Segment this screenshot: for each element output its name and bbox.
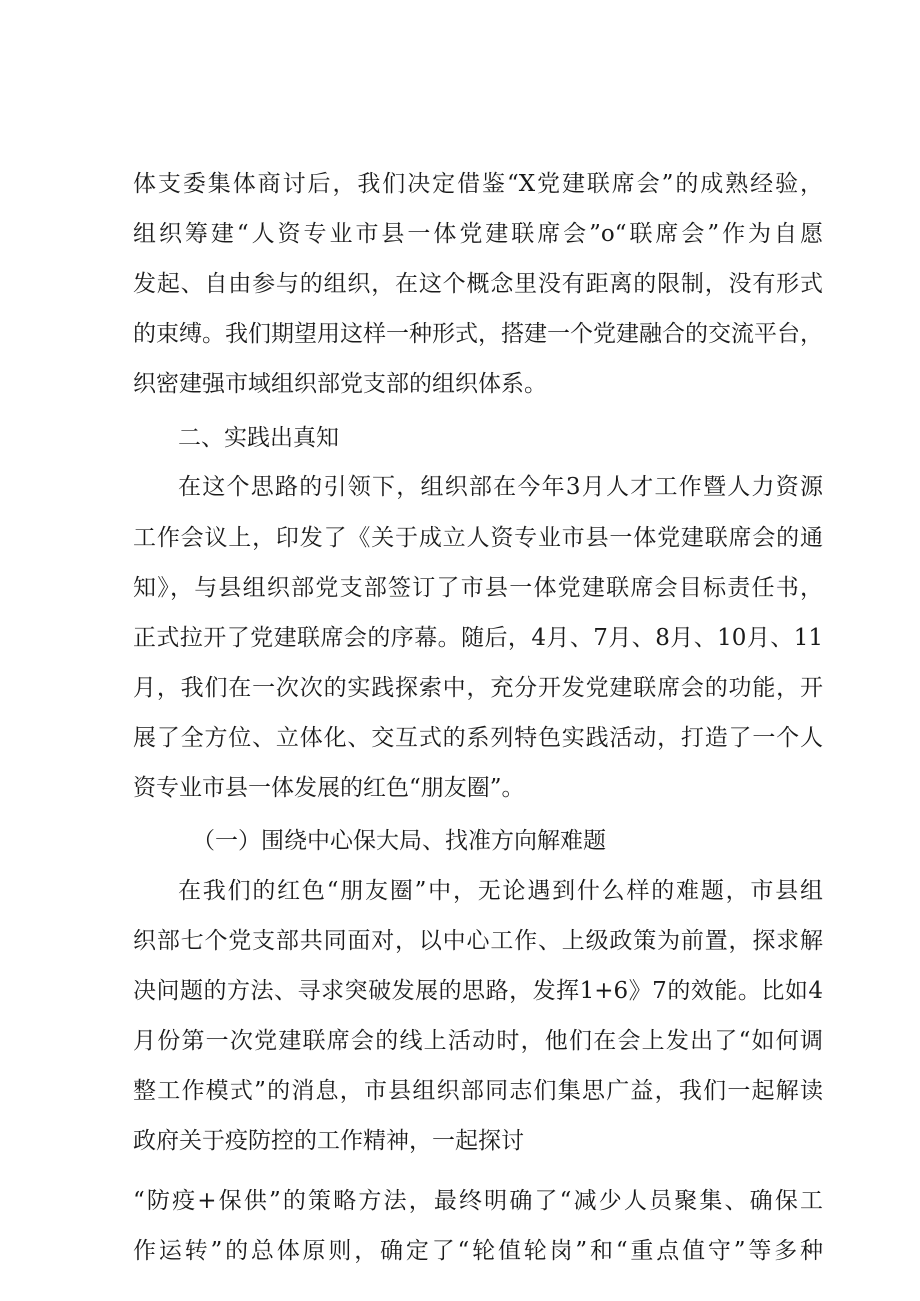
paragraph-2-line-6: 展了全方位、立体化、交互式的系列特色实践活动，打造了一个人	[133, 725, 823, 751]
paragraph-2-line-7: 资专业市县一体发展的红色“朋友圈”。	[133, 775, 525, 801]
paragraph-2-line-3: 知》，与县组织部党支部签订了市县一体党建联席会目标责任书，	[133, 575, 823, 601]
section-2-heading: 二、实践出真知	[178, 425, 339, 451]
paragraph-3-line-4: 月份第一次党建联席会的线上活动时，他们在会上发出了“如何调	[133, 1028, 823, 1054]
paragraph-3-line-2: 织部七个党支部共同面对，以中心工作、上级政策为前置，探求解	[133, 928, 823, 954]
paragraph-2-line-4: 正式拉开了党建联席会的序幕。随后，4月、7月、8月、10月、11	[133, 625, 823, 651]
paragraph-1-line-2: 组织筹建“人资专业市县一体党建联席会”o“联席会”作为自愿	[133, 221, 823, 247]
paragraph-2-line-1: 在这个思路的引领下，组织部在今年3月人才工作暨人力资源	[178, 474, 823, 500]
paragraph-3-line-5: 整工作模式”的消息，市县组织部同志们集思广益，我们一起解读	[133, 1078, 823, 1104]
paragraph-4-line-2: 作运转”的总体原则，确定了“轮值轮岗”和“重点值守”等多种	[133, 1238, 823, 1264]
paragraph-1-line-3: 发起、自由参与的组织，在这个概念里没有距离的限制，没有形式	[133, 271, 823, 297]
paragraph-4-line-1: “防疫+保供”的策略方法，最终明确了“减少人员聚集、确保工	[133, 1188, 823, 1214]
paragraph-3-line-1: 在我们的红色“朋友圈”中，无论遇到什么样的难题，市县组	[178, 878, 823, 904]
paragraph-1-line-1: 体支委集体商讨后，我们决定借鉴“X党建联席会”的成熟经验，	[133, 171, 823, 197]
paragraph-1-line-4: 的束缚。我们期望用这样一种形式，搭建一个党建融合的交流平台，	[133, 321, 823, 347]
subsection-1-heading: （一）围绕中心保大局、找准方向解难题	[192, 828, 606, 854]
paragraph-3-line-3: 决问题的方法、寻求突破发展的思路，发挥1+6》7的效能。比如4	[133, 978, 823, 1004]
paragraph-2-line-5: 月，我们在一次次的实践探索中，充分开发党建联席会的功能，开	[133, 675, 823, 701]
paragraph-3-line-6: 政府关于疫防控的工作精神，一起探讨	[133, 1128, 524, 1154]
paragraph-2-line-2: 工作会议上，印发了《关于成立人资专业市县一体党建联席会的通	[133, 525, 823, 551]
paragraph-1-line-5: 织密建强市域组织部党支部的组织体系。	[133, 371, 547, 397]
